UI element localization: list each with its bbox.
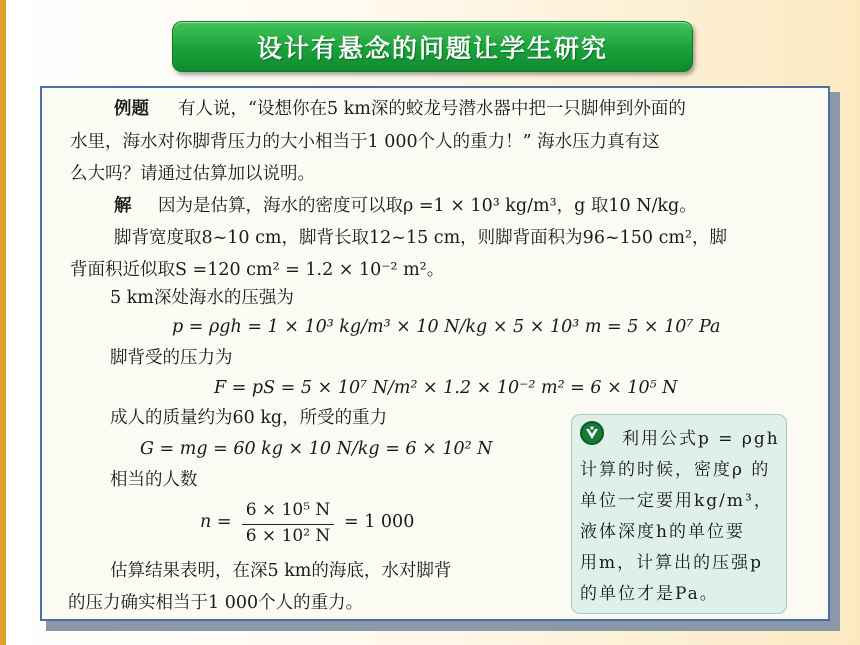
fraction-bar: [242, 524, 334, 525]
solution-line-4: 5 km深处海水的压强为: [110, 288, 294, 308]
problem-label: 例题: [114, 99, 149, 119]
equation-force: F = pS = 5 × 10⁷ N/m² × 1.2 × 10⁻² m² = 6 × 10⁵ N: [214, 378, 678, 398]
solution-line-3: 背面积近似取S =120 cm² = 1.2 × 10⁻² m²。: [70, 260, 445, 280]
slide-title: 设计有悬念的问题让学生研究: [256, 33, 608, 63]
tip-line-1: 利用公式p = ρgh: [622, 429, 780, 449]
slide-title-banner: [172, 21, 693, 72]
solution-label: 解: [114, 196, 132, 216]
solution-line-5: 脚背受的压力为: [110, 348, 233, 368]
problem-line-2: 水里，海水对你脚背压力的大小相当于1 000个人的重力！” 海水压力真有这: [70, 132, 660, 152]
fraction-denominator: 6 × 10² N: [245, 526, 331, 546]
slide-left-accent: [0, 0, 6, 645]
pencil-leaf-icon: [580, 421, 604, 445]
equation-n-fraction: [242, 502, 334, 548]
problem-line-1: 有人说，“设想你在5 km深的蛟龙号潜水器中把一只脚伸到外面的: [178, 99, 686, 119]
problem-line-3: 么大吗？请通过估算加以说明。: [70, 164, 315, 184]
solution-line-7: 相当的人数: [110, 470, 198, 490]
solution-line-6: 成人的质量约为60 kg，所受的重力: [110, 408, 388, 428]
conclusion-line-1: 估算结果表明，在深5 km的海底，水对脚背: [110, 561, 452, 581]
solution-line-2: 脚背宽度取8~10 cm，脚背长取12~15 cm，则脚背面积为96~150 cm²，脚: [114, 228, 727, 248]
tip-line-6: 的单位才是Pa。: [580, 584, 719, 604]
tip-line-4: 液体深度h的单位要: [580, 522, 745, 542]
equation-n-lhs: n =: [200, 512, 232, 532]
equation-n-rhs: = 1 000: [344, 512, 415, 532]
tip-line-5: 用m，计算出的压强p: [580, 553, 764, 573]
solution-line-1: 因为是估算，海水的密度可以取ρ =1 × 10³ kg/m³，g 取10 N/kg。: [158, 196, 697, 216]
equation-pressure: p = ρgh = 1 × 10³ kg/m³ × 10 N/kg × 5 × 10³ m = 5 × 10⁷ Pa: [172, 317, 721, 337]
tip-line-3: 单位一定要用kg/m³，: [580, 491, 773, 511]
equation-gravity: G = mg = 60 kg × 10 N/kg = 6 × 10² N: [140, 439, 493, 459]
conclusion-line-2: 的压力确实相当于1 000个人的重力。: [68, 593, 364, 613]
tip-line-2: 计算的时候，密度ρ 的: [580, 460, 771, 480]
fraction-numerator: 6 × 10⁵ N: [245, 500, 331, 520]
